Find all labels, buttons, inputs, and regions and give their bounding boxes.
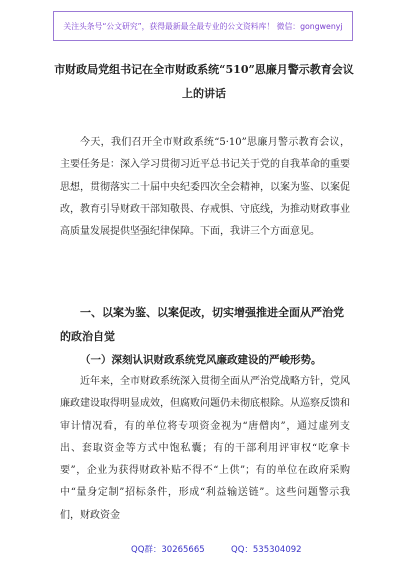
section-1-heading: 一、以案为鉴、以案促改，切实增强推进全面从严治党的政治自觉 bbox=[60, 306, 344, 343]
footer-qq: QQ：535304092 bbox=[231, 545, 302, 555]
document-title: 市财政局党组书记在全市财政系统“510”思廉月警示教育会议上的讲话 bbox=[54, 63, 354, 100]
subsection-1-heading: （一）深刻认识财政系统党风廉政建设的严峻形势。 bbox=[80, 354, 322, 366]
footer bbox=[0, 543, 408, 557]
subsection-1-paragraph: 近年来，全市财政系统深入贯彻全面从严治党战略方针，党风廉政建设取得明显成效，但腐败问题仍未彻底根除。从巡察反馈和审计情况看，有的单位将专项资金视为“唐僧肉”，通过虚列支出、套取资金等方式中饱私囊；有的干部利用评审权“吃拿卡要”，企业为获得财政补贴不得不“上供”；有的单位在政府采购中“量身定制”招标条件，形成“利益输送链”。这些问题警示我们，财政资金 bbox=[60, 376, 350, 521]
header-notice-box bbox=[53, 11, 353, 41]
intro-paragraph: 今天，我们召开全市财政系统“5·10”思廉月警示教育会议，主要任务是：深入学习贯彻习近平总书记关于党的自我革命的重要思想，贯彻落实二十届中央纪委四次全会精神，以案为鉴、以案促改，教育引导财政干部知敬畏、存戒惧、守底线，为推动财政事业高质量发展提供坚强纪律保障。下面，我讲三个方面意见。 bbox=[60, 137, 350, 238]
footer-qq-group: QQ群：30265665 bbox=[131, 545, 205, 555]
header-notice-text: 关注头条号“公文研究”，获得最新最全最专业的公文资料库！ 微信：gongwenyj bbox=[63, 21, 343, 31]
